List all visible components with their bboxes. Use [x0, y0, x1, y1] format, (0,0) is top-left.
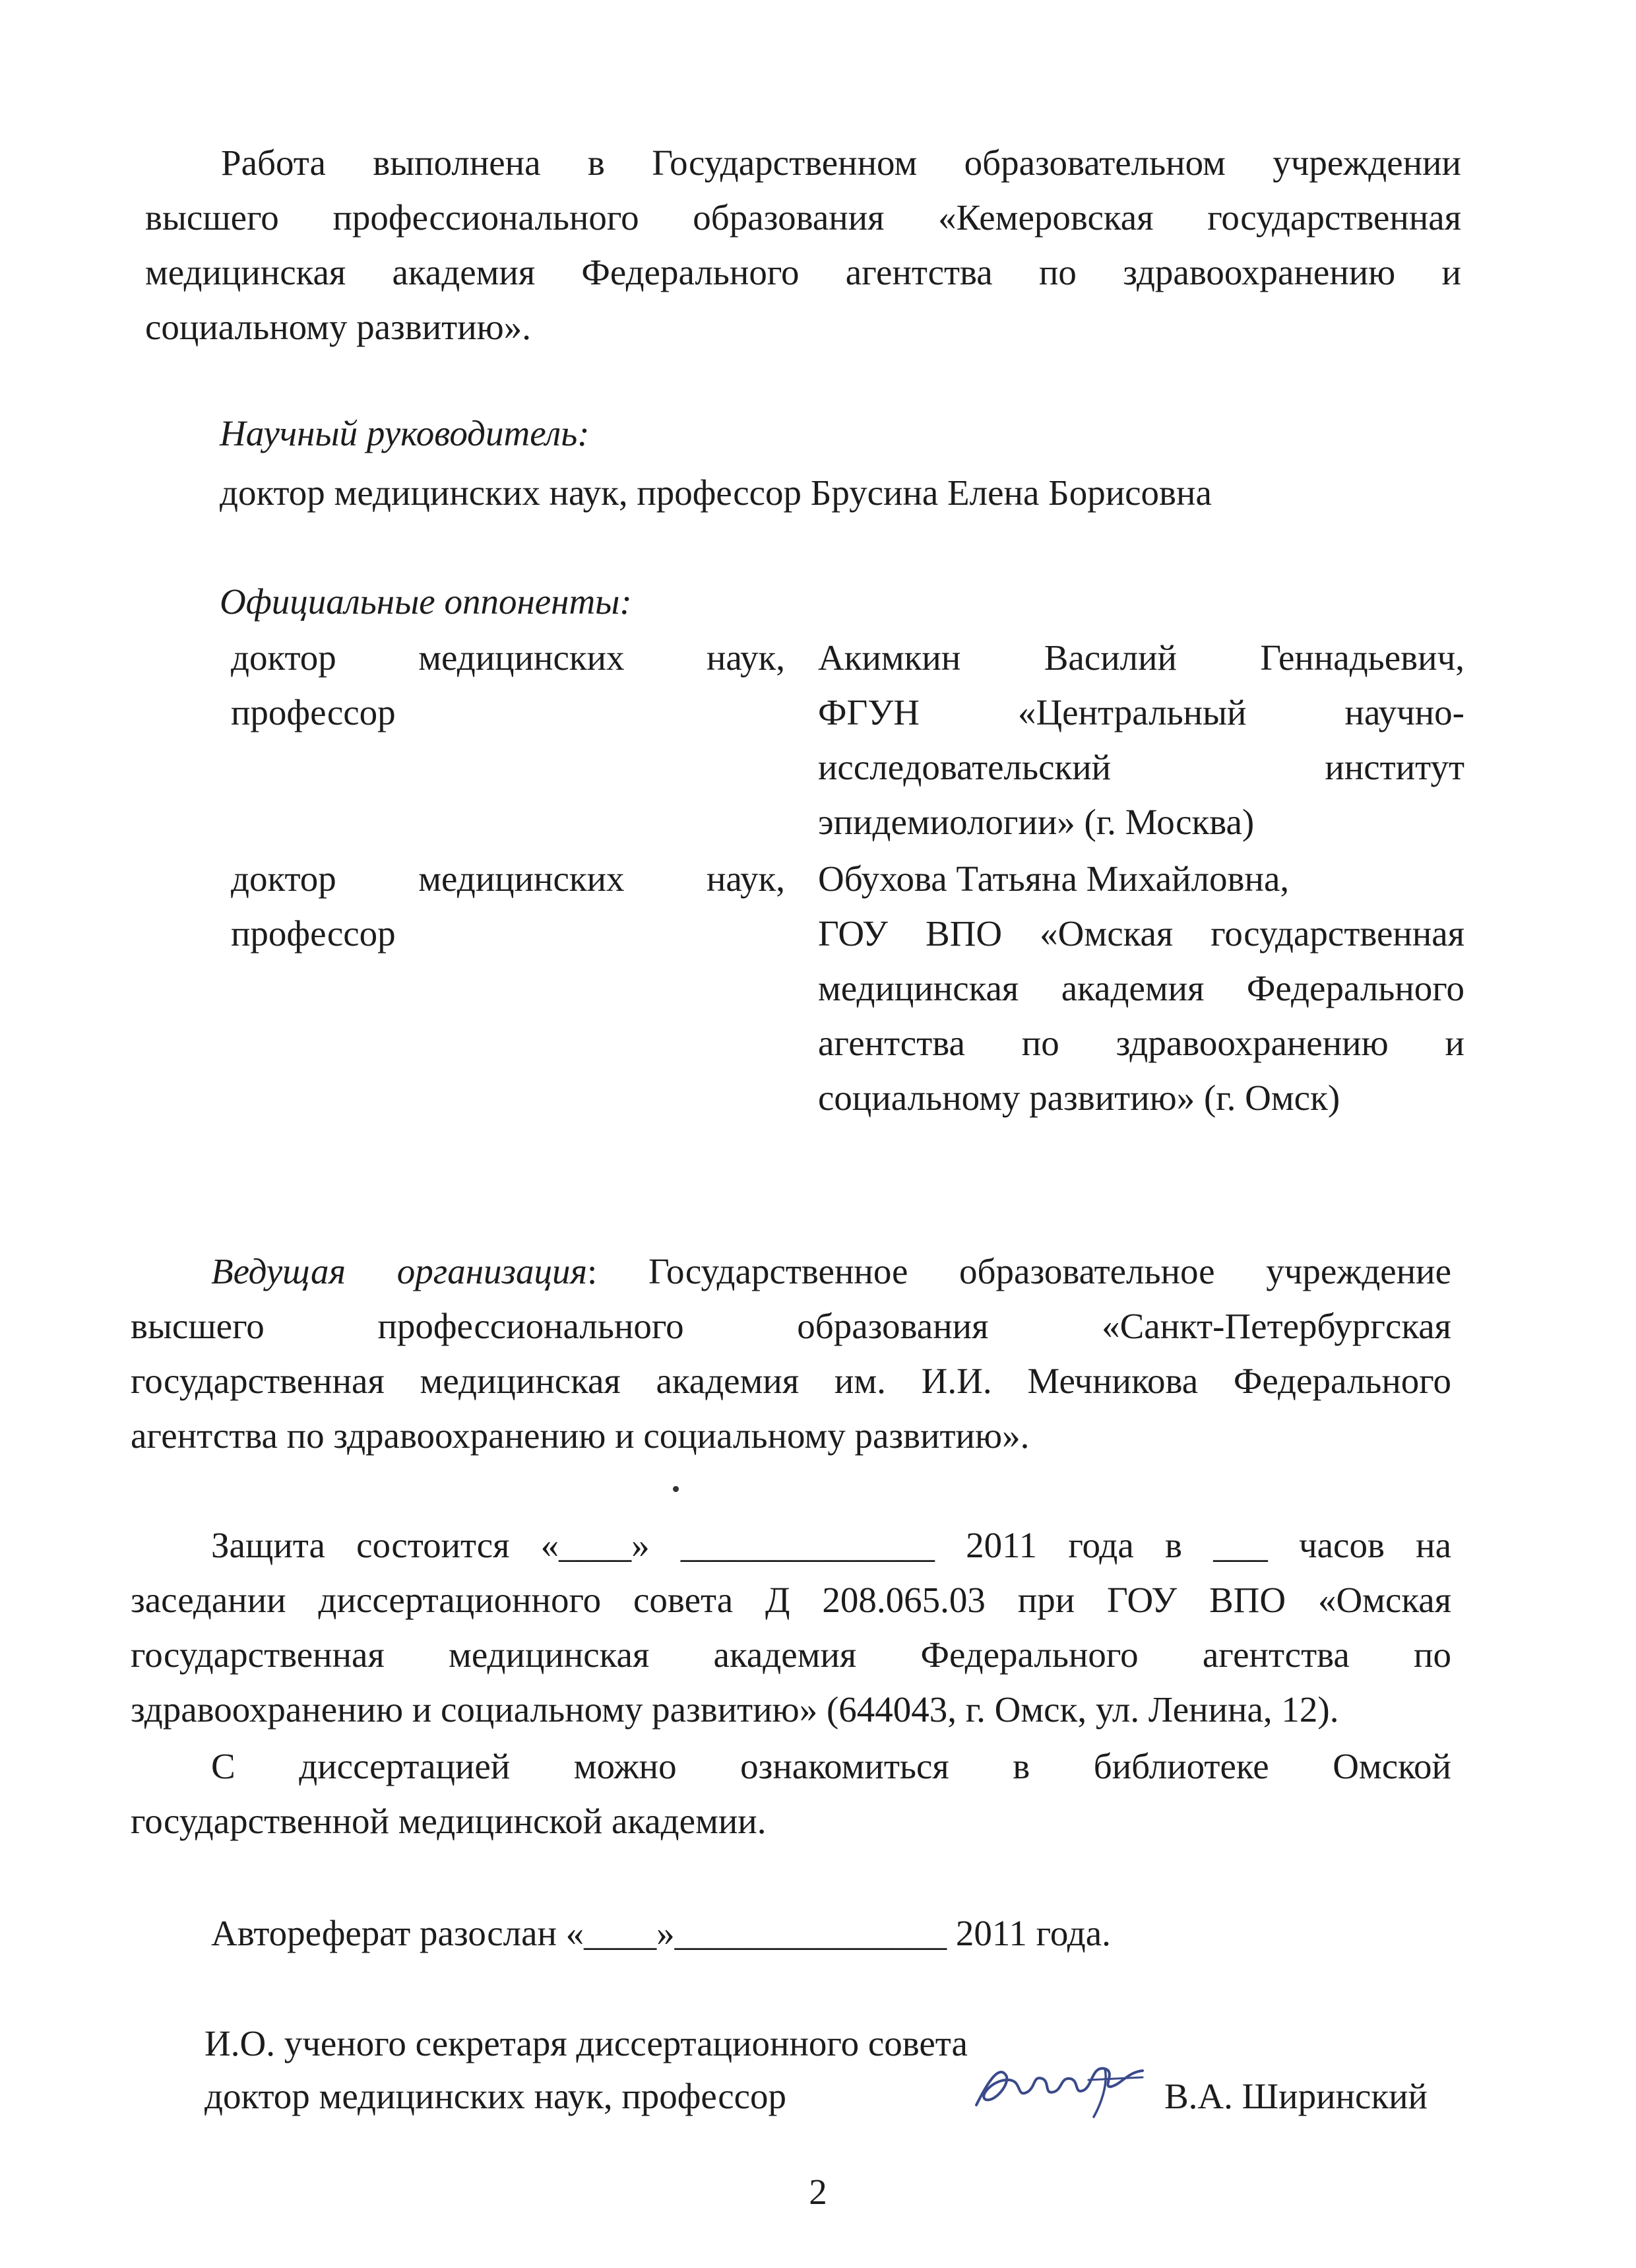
leading-org-line: высшего профессионального образования «Санкт-Петербургская — [131, 1306, 1451, 1346]
defense-line: здравоохранению и социальному развитию» (644043, г. Омск, ул. Ленина, 12). — [131, 1689, 1339, 1730]
signature-line-1: И.О. ученого секретаря диссертационного совета — [204, 2023, 968, 2063]
opponent-info-line: социальному развитию» (г. Омск) — [818, 1078, 1340, 1118]
opponent-info — [818, 630, 1464, 849]
leading-org-line: государственная медицинская академия им. И.И. Мечникова Федерального — [131, 1361, 1451, 1401]
leading-org-label: Ведущая организация — [211, 1251, 588, 1291]
opponent-degree-line: профессор — [231, 692, 396, 732]
supervisor-heading: Научный руководитель: — [220, 413, 590, 453]
intro-line: медицинская академия Федерального агентства по здравоохранению и — [145, 252, 1461, 292]
opponent-info-line: ГОУ ВПО «Омская государственная — [818, 913, 1464, 954]
leading-org-line-rest: : Государственное образовательное учреждение — [587, 1251, 1451, 1291]
signature-name: В.А. Ширинский — [1164, 2076, 1428, 2116]
opponent-info-line: агентства по здравоохранению и — [818, 1023, 1464, 1063]
abstract-sent: Автореферат разослан «____»_______________ 2011 года. — [211, 1913, 1111, 1953]
intro-line: высшего профессионального образования «Кемеровская государственная — [145, 197, 1461, 238]
leading-org-paragraph — [131, 1244, 1451, 1463]
opponent-degree-line: профессор — [231, 913, 396, 954]
handwritten-signature-icon — [970, 2039, 1148, 2125]
opponent-degree — [231, 630, 785, 740]
defense-paragraph — [131, 1518, 1451, 1737]
page-number: 2 — [809, 2172, 827, 2212]
leading-org-line — [131, 1244, 1451, 1299]
opponent-info-line: Акимкин Василий Геннадьевич, — [818, 637, 1464, 678]
opponent-info-line: исследовательский институт — [818, 747, 1464, 787]
ink-dot — [672, 1485, 680, 1493]
intro-line: социальному развитию». — [145, 307, 531, 347]
supervisor-text: доктор медицинских наук, профессор Брусина Елена Борисовна — [220, 472, 1212, 513]
opponent-info-line: Обухова Татьяна Михайловна, — [818, 859, 1290, 899]
opponent-info-line: медицинская академия Федерального — [818, 968, 1464, 1008]
opponent-info — [818, 851, 1464, 1125]
defense-line: заседании диссертационного совета Д 208.065.03 при ГОУ ВПО «Омская — [131, 1580, 1451, 1620]
opponent-degree — [231, 851, 785, 961]
opponent-info-line: ФГУН «Центральный научно- — [818, 692, 1464, 732]
opponents-heading: Официальные оппоненты: — [220, 581, 632, 622]
signature-line-2: доктор медицинских наук, профессор — [204, 2076, 787, 2116]
defense-line: государственная медицинская академия Федерального агентства по — [131, 1635, 1451, 1675]
opponent-degree-line: доктор медицинских наук, — [231, 859, 785, 899]
intro-paragraph — [145, 135, 1461, 354]
library-line: С диссертацией можно ознакомиться в библиотеке Омской — [211, 1746, 1451, 1786]
intro-line: Работа выполнена в Государственном образовательном учреждении — [221, 143, 1461, 183]
opponent-degree-line: доктор медицинских наук, — [231, 637, 785, 678]
library-paragraph — [131, 1739, 1451, 1848]
leading-org-line: агентства по здравоохранению и социальному развитию». — [131, 1415, 1030, 1456]
library-line: государственной медицинской академии. — [131, 1801, 767, 1841]
defense-line: Защита состоится «____» ______________ 2011 года в ___ часов на — [211, 1525, 1451, 1565]
opponent-info-line: эпидемиологии» (г. Москва) — [818, 802, 1255, 842]
